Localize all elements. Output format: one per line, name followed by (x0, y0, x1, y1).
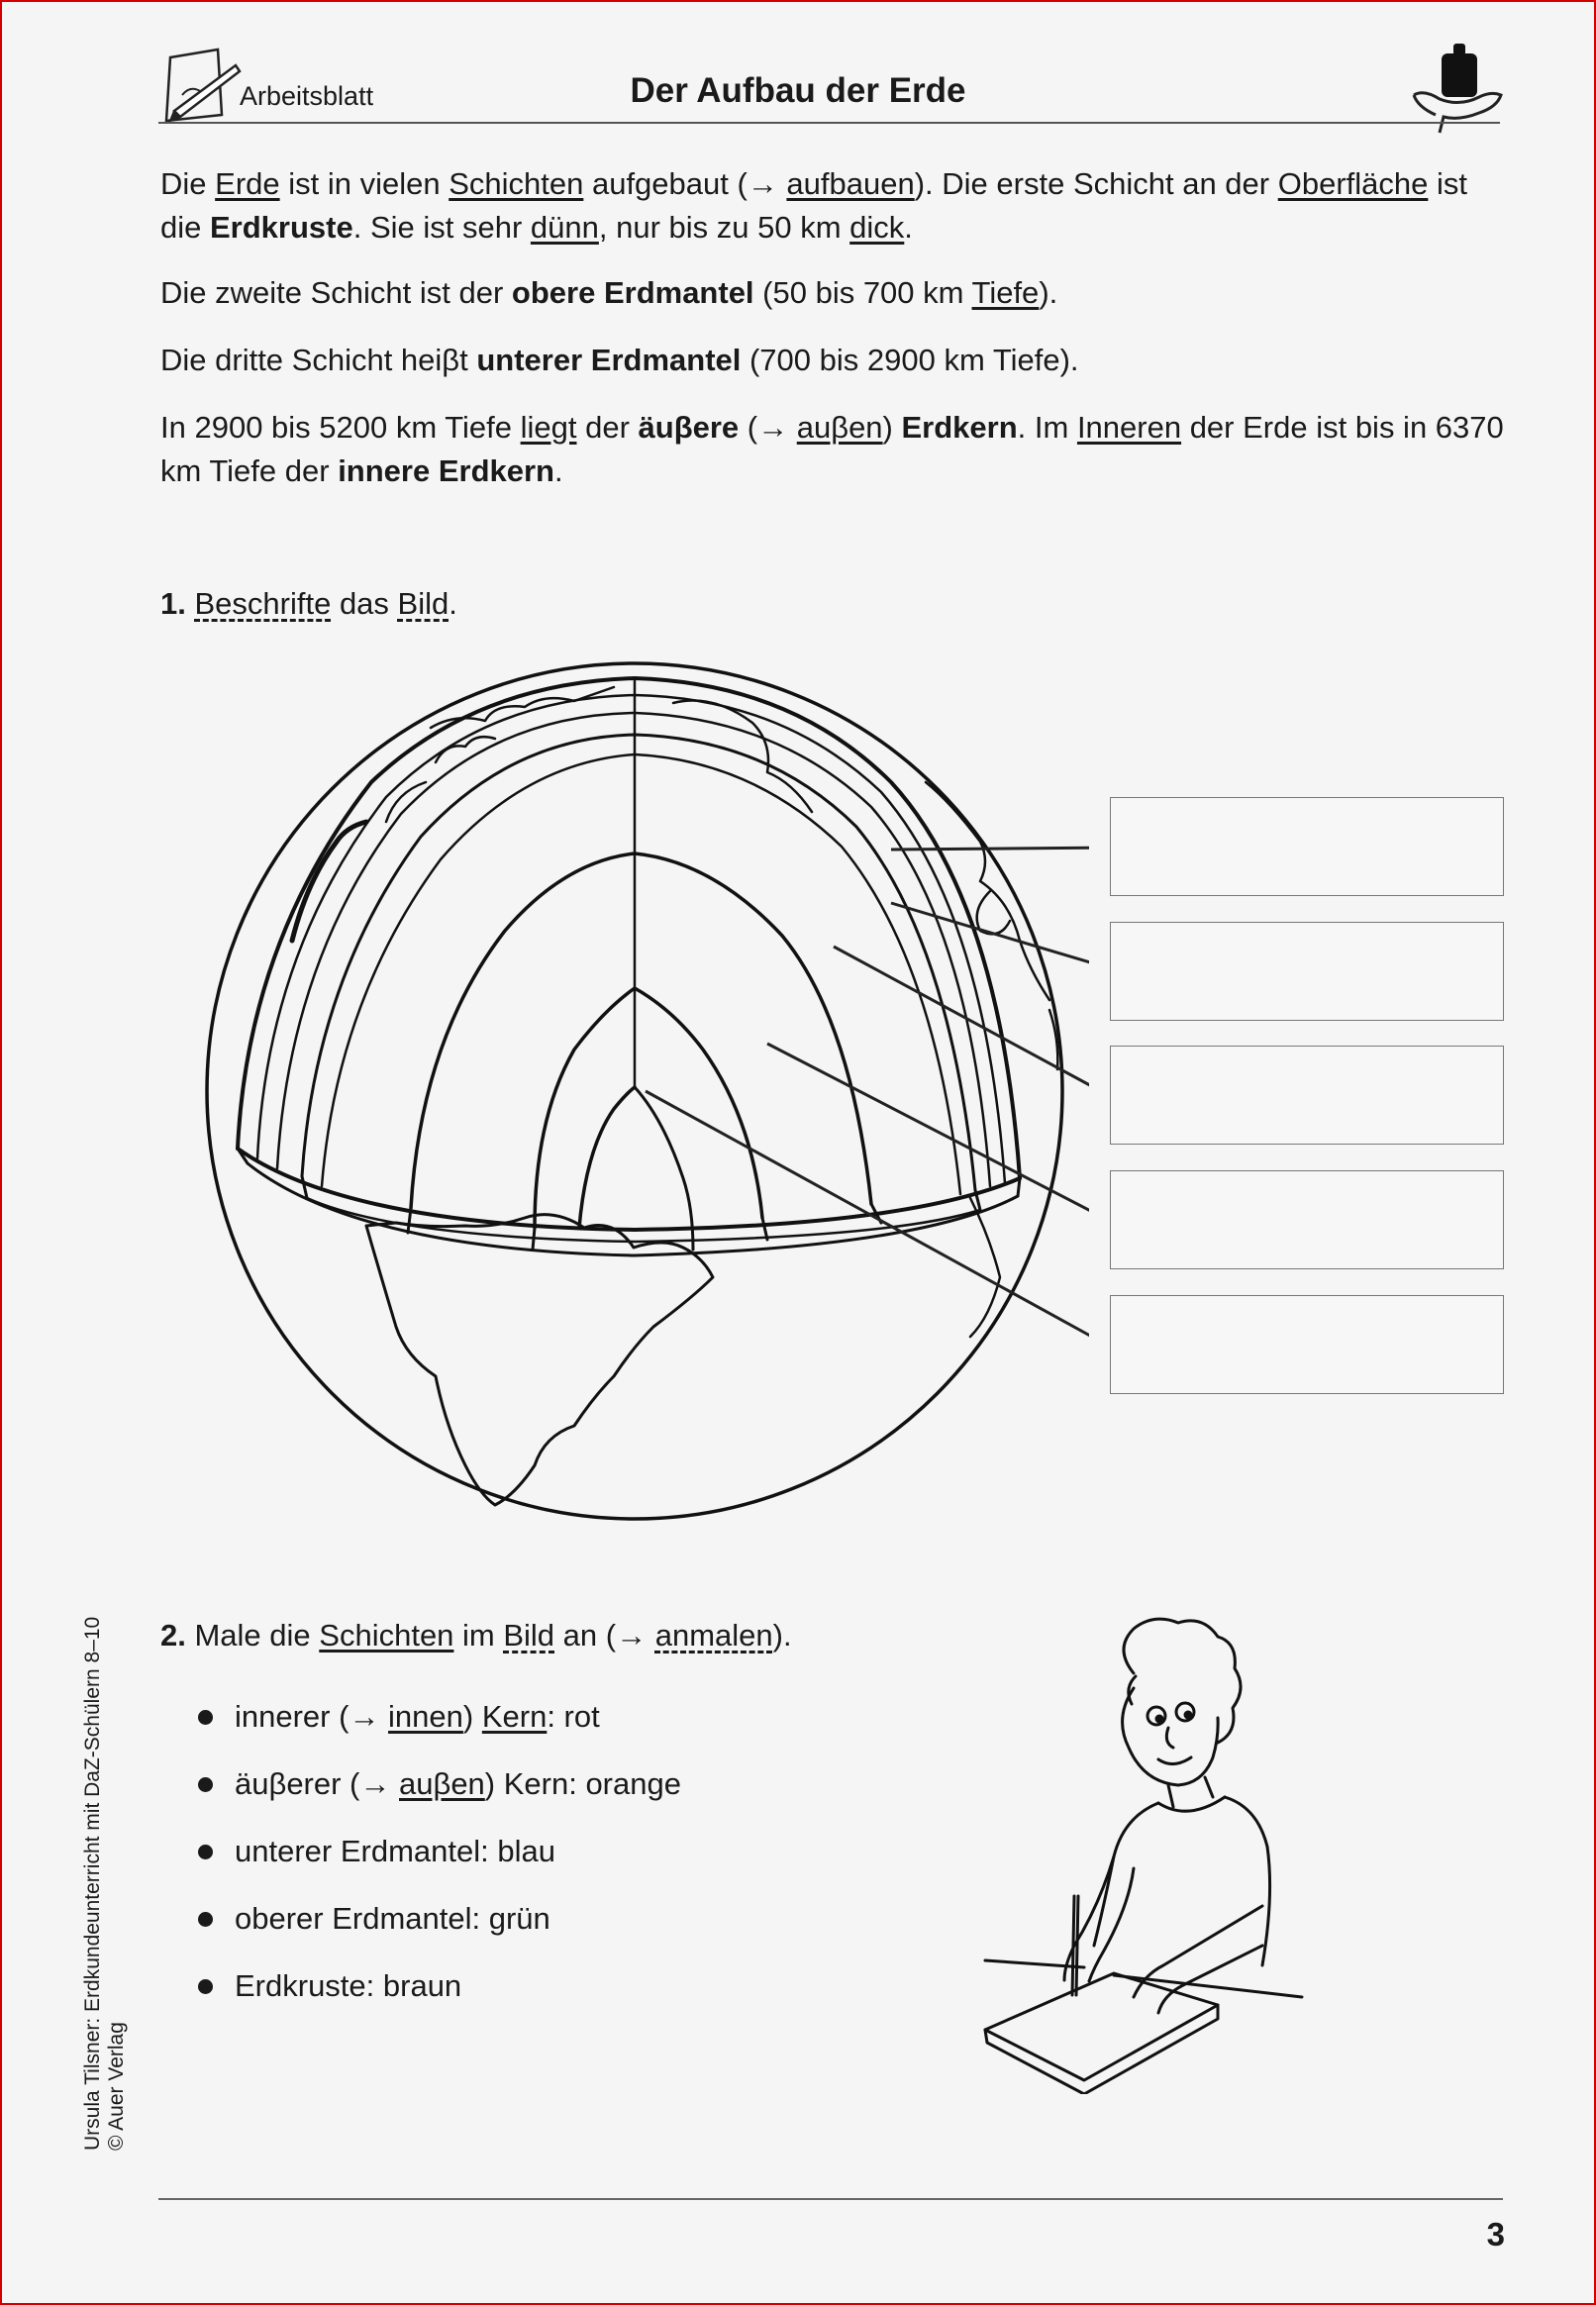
footer-divider (158, 2198, 1503, 2200)
answer-box[interactable] (1110, 922, 1504, 1021)
list-item: oberer Erdmantel: grün (198, 1885, 681, 1953)
bullet-icon (198, 1845, 213, 1859)
earth-layers-diagram (198, 644, 1089, 1535)
intro-paragraph-1: Die Erde ist in vielen Schichten aufgebaut (→ aufbauen). Die erste Schicht an der Oberfläche ist die Erdkruste. Sie ist sehr dünn, nur bis zu 50 km dick. (160, 166, 1467, 245)
answer-box[interactable] (1110, 1295, 1504, 1394)
credit-text (81, 1617, 129, 2151)
answer-box[interactable] (1110, 1170, 1504, 1269)
boy-drawing-illustration (965, 1609, 1342, 2094)
color-list (198, 1683, 681, 2020)
intro-paragraph-3: Die dritte Schicht heiβt unterer Erdmantel (700 bis 2900 km Tiefe). (160, 343, 1079, 377)
list-item: unterer Erdmantel: blau (198, 1818, 681, 1885)
page-title: Der Aufbau der Erde (630, 71, 966, 110)
worksheet-label: Arbeitsblatt (240, 81, 374, 111)
task-2 (160, 1618, 792, 1654)
list-item: innerer (→ innen) Kern: rot (198, 1683, 681, 1751)
task-2-number: 2. (160, 1618, 186, 1653)
credit-line-2: © Auer Verlag (105, 2022, 128, 2151)
bullet-icon (198, 1912, 213, 1927)
task-1 (160, 586, 457, 622)
answer-box[interactable] (1110, 1046, 1504, 1145)
list-item: Erdkruste: braun (198, 1953, 681, 2020)
intro-paragraph-2: Die zweite Schicht ist der obere Erdmantel (50 bis 700 km Tiefe). (160, 275, 1058, 310)
task-2-text: Male die Schichten im Bild an (→ anmalen). (194, 1618, 792, 1653)
intro-paragraph-4: In 2900 bis 5200 km Tiefe liegt der äuβere (→ auβen) Erdkern. Im Inneren der Erde ist bis in 6370 km Tiefe der innere Erdkern. (160, 410, 1504, 488)
credit-line-1: Ursula Tilsner: Erdkundeunterricht mit DaZ-Schülern 8–10 (81, 1616, 104, 2151)
answer-box[interactable] (1110, 797, 1504, 896)
page-number: 3 (1486, 2216, 1505, 2253)
bullet-icon (198, 1777, 213, 1792)
list-item: äuβerer (→ auβen) Kern: orange (198, 1751, 681, 1818)
task-1-number: 1. (160, 586, 186, 621)
bullet-icon (198, 1979, 213, 1994)
bullet-icon (198, 1710, 213, 1725)
header-divider (158, 122, 1500, 124)
task-1-text: Beschrifte das Bild. (194, 586, 457, 621)
